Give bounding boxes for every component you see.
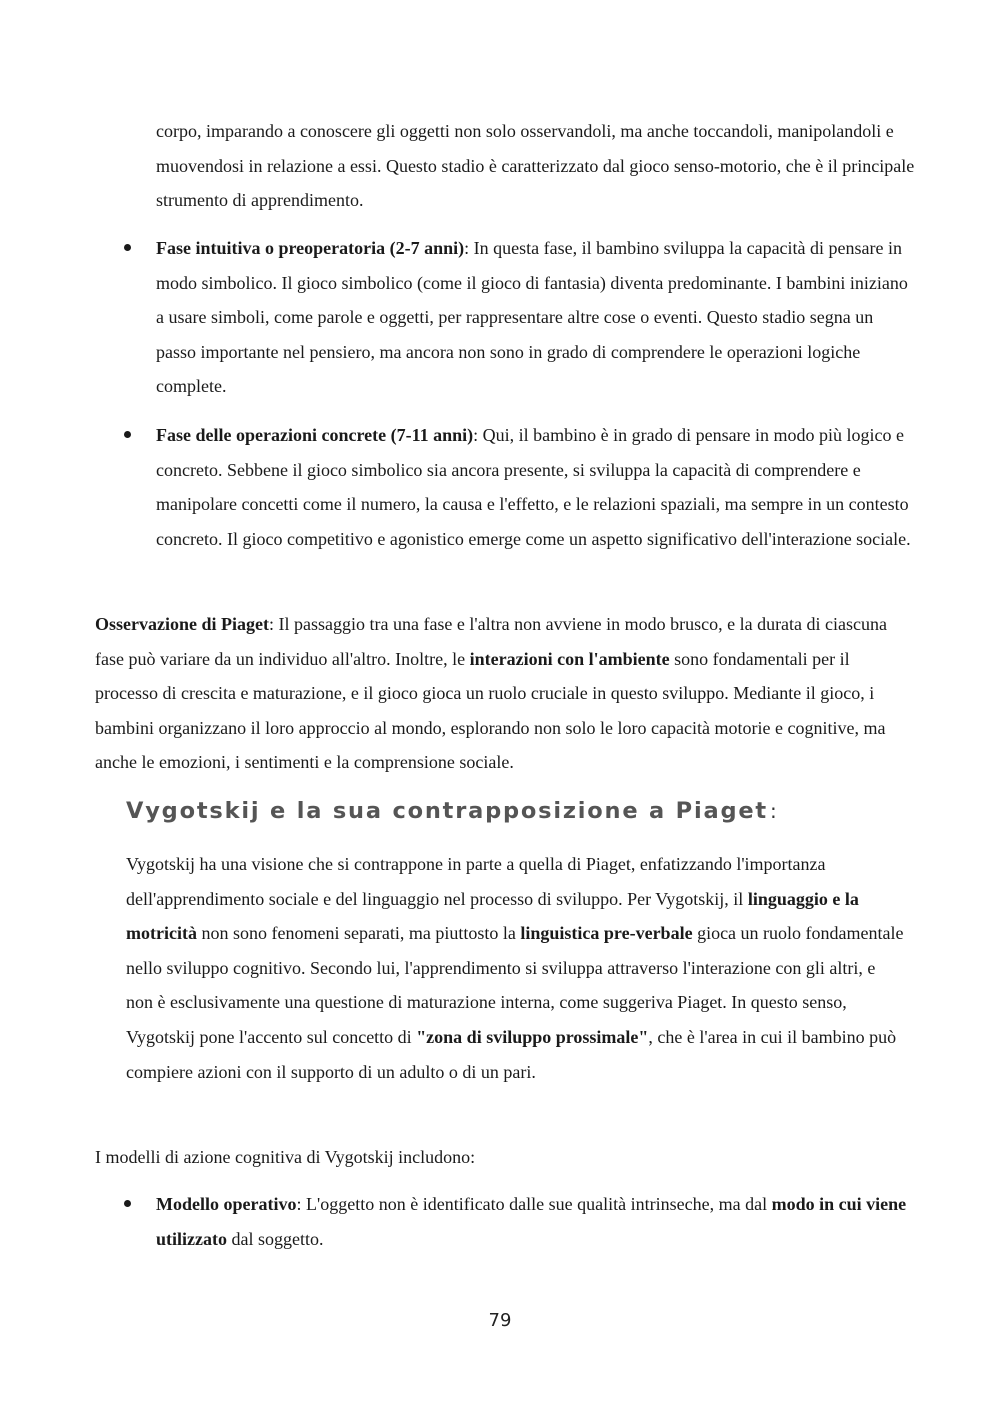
vygotskij-text: non sono fenomeni separati, ma piuttosto la — [196, 923, 521, 944]
phase-title: Fase intuitiva o preoperatoria (2-7 anni) — [156, 238, 465, 258]
vygotskij-paragraph — [126, 847, 906, 1089]
continuation-paragraph: corpo, imparando a conoscere gli oggetti non solo osservandoli, ma anche toccandoli, manipolandoli e muovendosi in relazione a essi. Questo stadio è caratterizzato dal gioco senso-motorio, che è il principale strumento di apprendimento. — [156, 121, 915, 211]
section-heading — [126, 794, 777, 828]
observation-text: sono fondamentali per il processo di crescita e maturazione, e il gioco gioca un ruolo cruciale in questo sviluppo. Mediante il gioco, i bambini organizzano il loro approccio al mondo, esplorando non solo le loro capacità motorie e cognitive, ma anche le emozioni, i sentimenti e la comprensione sociale. — [95, 648, 886, 773]
vygotskij-emphasis: "zona di sviluppo prossimale" — [416, 1026, 649, 1047]
model-text: dal soggetto. — [226, 1228, 324, 1249]
observation-emphasis: interazioni con l'ambiente — [469, 648, 670, 669]
bullet-icon — [124, 431, 131, 438]
observation-paragraph — [95, 607, 915, 780]
phase-text: : In questa fase, il bambino sviluppa la capacità di pensare in modo simbolico. Il gioco simbolico (come il gioco di fantasia) diventa predominante. I bambini iniziano a usare simboli, come parole e oggetti, per rappresentare altre cose o eventi. Questo stadio segna un passo importante nel pensiero, ma ancora non sono in grado di comprendere le operazioni logiche complete. — [156, 238, 908, 397]
vygotskij-emphasis: linguaggio e la motricità — [126, 888, 859, 944]
vygotskij-text: gioca un ruolo fondamentale nello sviluppo cognitivo. Secondo lui, l'apprendimento si sviluppa attraverso l'interazione con gli altri, e non è esclusivamente una questione di maturazione interna, come suggeriva Piaget. In questo senso, Vygotskij pone l'accento sul concetto di — [126, 923, 904, 1047]
list-item-preoperational-phase — [156, 231, 916, 404]
model-title: Modello operativo — [156, 1194, 297, 1214]
list-item-operative-model — [156, 1187, 916, 1256]
vygotskij-text: , che è l'area in cui il bambino può compiere azioni con il supporto di un adulto o di un pari. — [126, 1026, 897, 1082]
page-number: 79 — [488, 1310, 512, 1331]
model-emphasis: modo in cui viene utilizzato — [156, 1194, 907, 1249]
phase-title: Fase delle operazioni concrete (7-11 anni) — [156, 425, 474, 445]
model-text: : L'oggetto non è identificato dalle sue qualità intrinseche, ma dal — [296, 1194, 772, 1214]
phase-text: : Qui, il bambino è in grado di pensare in modo più logico e concreto. Sebbene il gioco simbolico sia ancora presente, si sviluppa la capacità di comprendere e manipolare concetti come il numero, la causa e l'effetto, e le relazioni spaziali, ma sempre in un contesto concreto. Il gioco competitivo e agonistico emerge come un aspetto significativo dell'interazione sociale. — [156, 425, 911, 549]
vygotskij-text: Vygotskij ha una visione che si contrappone in parte a quella di Piaget, enfatizzando l'importanza dell'apprendimento sociale e del linguaggio nel processo di sviluppo. Per Vygotskij, il — [126, 854, 826, 909]
section-heading-colon: : — [770, 799, 777, 823]
bullet-icon — [124, 1200, 131, 1207]
bullet-icon — [124, 244, 131, 251]
observation-text: : Il passaggio tra una fase e l'altra non avviene in modo brusco, e la durata di ciascuna fase può variare da un individuo all'altro. Inoltre, le — [95, 614, 888, 669]
vygotskij-emphasis: linguistica pre-verbale — [520, 923, 693, 944]
list-item-concrete-operations-phase — [156, 418, 916, 556]
observation-title: Osservazione di Piaget — [95, 614, 269, 634]
section-heading-text: Vygotskij e la sua contrapposizione a Piaget — [126, 798, 768, 824]
models-intro: I modelli di azione cognitiva di Vygotskij includono: — [95, 1147, 476, 1167]
